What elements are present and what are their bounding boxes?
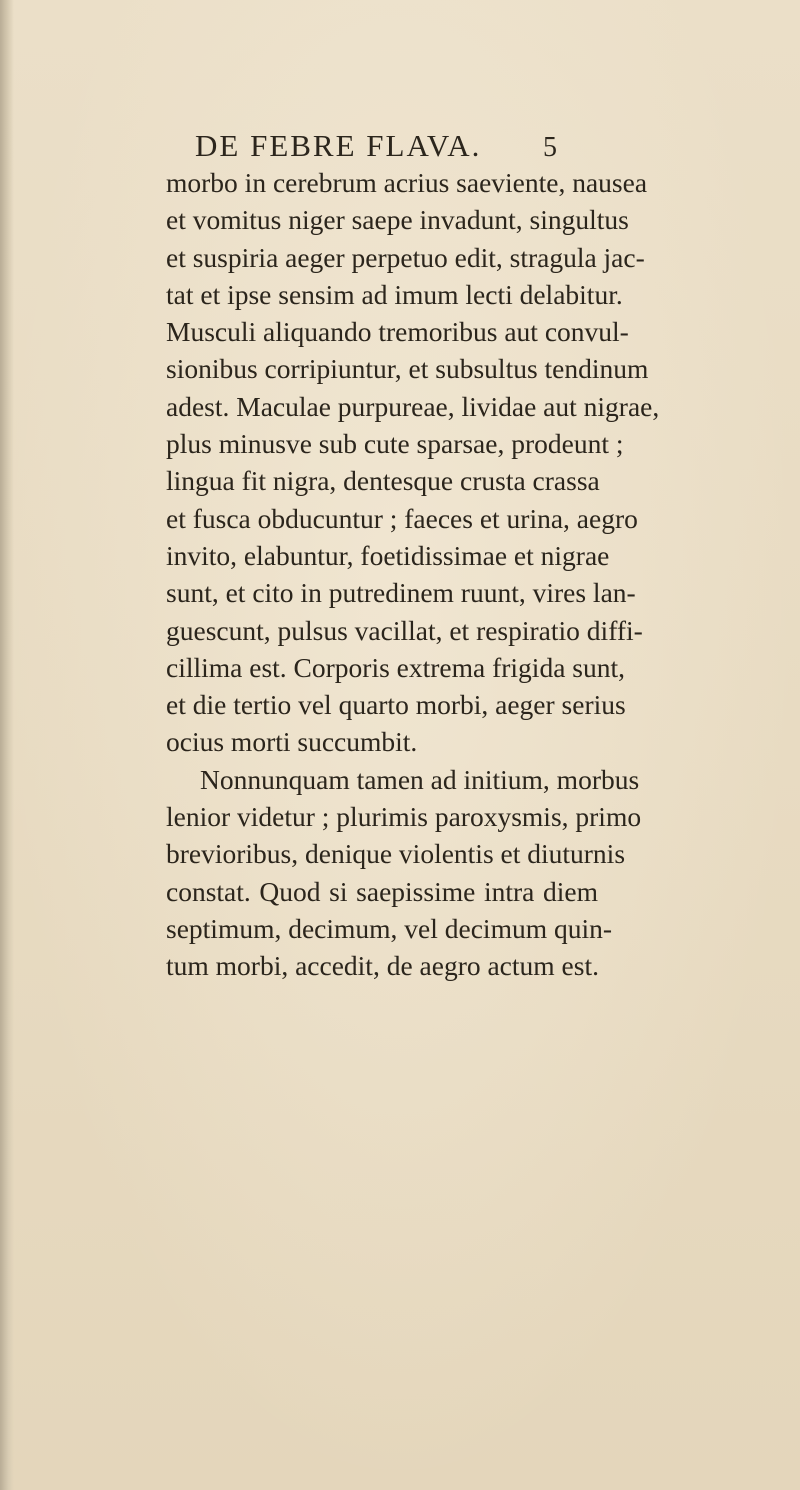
- text-line: lenior videtur ; plurimis paroxysmis, primo: [166, 801, 642, 833]
- text-line: sunt, et cito in putredinem ruunt, vires lan-: [166, 577, 636, 609]
- text-line: tat et ipse sensim ad imum lecti delabitur.: [166, 278, 623, 310]
- text-line: constat. Quod si saepissime intra diem: [166, 875, 598, 907]
- text-line: cillima est. Corporis extrema frigida sunt,: [166, 651, 625, 683]
- text-line: invito, elabuntur, foetidissimae et nigrae: [166, 539, 610, 571]
- text-line: et die tertio vel quarto morbi, aeger serius: [166, 689, 626, 721]
- text-line: Musculi aliquando tremoribus aut convul-: [166, 316, 629, 348]
- text-line: morbo in cerebrum acrius saeviente, nausea: [166, 167, 648, 198]
- text-line: adest. Maculae purpureae, lividae aut nigrae,: [166, 390, 660, 422]
- text-line: brevioribus, denique violentis et diuturnis: [166, 838, 626, 870]
- text-line: septimum, decimum, vel decimum quin-: [166, 912, 613, 944]
- text-line: plus minusve sub cute sparsae, prodeunt ;: [166, 428, 624, 460]
- text-line-paragraph-start: Nonnunquam tamen ad initium, morbus: [200, 763, 640, 795]
- page-binding-edge: [0, 0, 14, 1490]
- text-line: lingua fit nigra, dentesque crusta crassa: [166, 465, 600, 497]
- running-title: DE FEBRE FLAVA.: [195, 128, 482, 163]
- text-line: sionibus corripiuntur, et subsultus tendinum: [166, 353, 649, 385]
- text-line: et vomitus niger saepe invadunt, singultus: [166, 204, 629, 236]
- page-number: 5: [543, 132, 557, 163]
- text-line: et suspiria aeger perpetuo edit, stragula jac-: [166, 241, 645, 273]
- text-line: ocius morti succumbit.: [166, 726, 418, 758]
- text-line: tum morbi, accedit, de aegro actum est.: [166, 950, 599, 982]
- body-text: [166, 164, 660, 985]
- text-line: et fusca obducuntur ; faeces et urina, aegro: [166, 502, 638, 534]
- text-line: guescunt, pulsus vacillat, et respiratio diffi-: [166, 614, 643, 646]
